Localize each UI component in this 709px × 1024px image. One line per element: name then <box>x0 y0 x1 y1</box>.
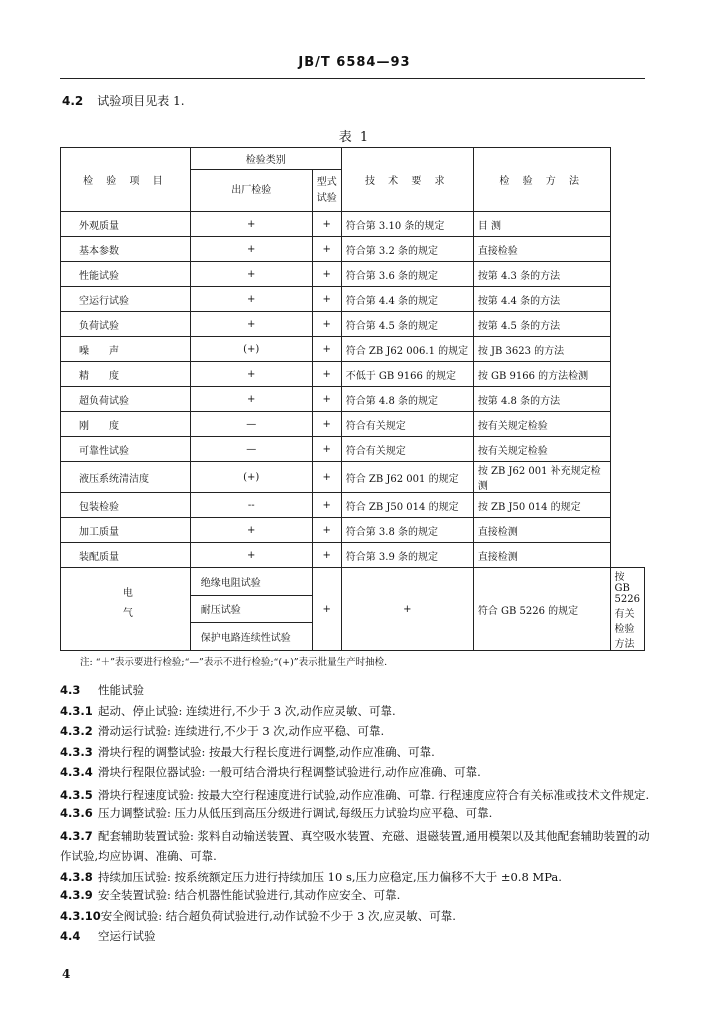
row-tech: 符合第 3.6 条的规定 <box>341 262 473 287</box>
row-tech: 符合第 4.5 条的规定 <box>341 312 473 337</box>
header-item: 检 验 项 目 <box>61 148 191 212</box>
row-factory: (+) <box>190 337 312 362</box>
header-category: 检验类别 <box>190 148 341 170</box>
electric-group-text: 电气 <box>120 586 132 627</box>
row-factory: + <box>190 312 312 337</box>
paragraph <box>60 744 650 765</box>
table-row <box>61 212 645 237</box>
paragraph <box>60 682 650 703</box>
table-caption: 表 1 <box>338 130 371 145</box>
electric-sub-item: 耐压试验 <box>190 595 312 623</box>
row-factory: — <box>190 412 312 437</box>
paragraph <box>60 764 650 785</box>
electric-sub-item: 保护电路连续性试验 <box>190 623 312 651</box>
paragraph <box>60 867 650 888</box>
row-type: + <box>312 362 341 387</box>
header-method: 检 验 方 法 <box>473 148 610 212</box>
body-text <box>60 682 650 949</box>
row-tech: 符合第 4.8 条的规定 <box>341 387 473 412</box>
paragraph <box>60 887 650 908</box>
paragraph-text: 空运行试验 <box>98 929 156 943</box>
row-method: 目 测 <box>473 212 610 237</box>
row-factory: + <box>190 212 312 237</box>
section-number: 4.2 <box>62 94 84 108</box>
paragraph <box>60 805 650 826</box>
row-item: 性能试验 <box>61 262 191 287</box>
inspection-table <box>60 147 645 651</box>
electric-group-label <box>61 568 191 651</box>
row-type: + <box>312 543 341 568</box>
row-type: + <box>312 337 341 362</box>
paragraph <box>60 826 650 867</box>
paragraph-number: 4.3.9 <box>60 888 93 902</box>
row-factory: + <box>190 237 312 262</box>
table-row <box>61 412 645 437</box>
row-type: + <box>312 518 341 543</box>
row-method: 按第 4.8 条的方法 <box>473 387 610 412</box>
header-tech: 技 术 要 求 <box>341 148 473 212</box>
row-type: + <box>312 212 341 237</box>
row-item: 基本参数 <box>61 237 191 262</box>
row-factory: — <box>190 437 312 462</box>
paragraph <box>60 723 650 744</box>
row-tech: 符合第 3.9 条的规定 <box>341 543 473 568</box>
table-row <box>61 262 645 287</box>
table-row <box>61 437 645 462</box>
row-tech: 符合第 3.8 条的规定 <box>341 518 473 543</box>
row-method: 按有关规定检验 <box>473 412 610 437</box>
paragraph-text: 安全装置试验: 结合机器性能试验进行,其动作应安全、可靠. <box>98 888 401 902</box>
paragraph-text: 滑动运行试验: 连续进行,不少于 3 次,动作应平稳、可靠. <box>98 724 385 738</box>
electric-sub-item: 绝缘电阻试验 <box>190 568 312 596</box>
paragraph-number: 4.4 <box>60 929 81 943</box>
electric-type: + <box>341 568 473 651</box>
row-factory: + <box>190 543 312 568</box>
row-type: + <box>312 312 341 337</box>
row-type: + <box>312 412 341 437</box>
paragraph-number: 4.3.3 <box>60 744 93 759</box>
electric-factory: + <box>312 568 341 651</box>
paragraph-number: 4.3.1 <box>60 703 93 718</box>
row-method: 按 GB 9166 的方法检测 <box>473 362 610 387</box>
paragraph-number: 4.3.6 <box>60 806 93 820</box>
row-method: 直接检测 <box>473 543 610 568</box>
row-method: 按 JB 3623 的方法 <box>473 337 610 362</box>
paragraph <box>60 928 650 949</box>
row-type: + <box>312 462 341 493</box>
row-item: 超负荷试验 <box>61 387 191 412</box>
row-tech: 符合 ZB J50 014 的规定 <box>341 493 473 518</box>
header-row-1 <box>61 148 645 170</box>
row-tech: 符合 ZB J62 001 的规定 <box>341 462 473 493</box>
table-row <box>61 518 645 543</box>
row-factory: + <box>190 362 312 387</box>
paragraph-number: 4.3.7 <box>60 828 93 843</box>
electric-tech: 符合 GB 5226 的规定 <box>473 568 610 651</box>
paragraph-number: 4.3.10 <box>60 908 101 923</box>
row-item: 刚 度 <box>61 412 191 437</box>
row-item: 负荷试验 <box>61 312 191 337</box>
row-item: 噪 声 <box>61 337 191 362</box>
electric-method: 按 GB 5226 有关检验方法 <box>610 568 644 651</box>
standard-code-header: JB/T 6584—93 <box>298 55 411 70</box>
row-method: 按 ZB J62 001 补充规定检测 <box>473 462 610 493</box>
paragraph-number: 4.3.5 <box>60 787 93 802</box>
row-item: 加工质量 <box>61 518 191 543</box>
row-method: 按有关规定检验 <box>473 437 610 462</box>
paragraph-number: 4.3 <box>60 683 81 697</box>
row-factory: + <box>190 262 312 287</box>
paragraph-text: 安全阀试验: 结合超负荷试验进行,动作试验不少于 3 次,应灵敏、可靠. <box>100 908 456 923</box>
row-type: + <box>312 493 341 518</box>
table-row <box>61 237 645 262</box>
paragraph-text: 配套辅助装置试验: 浆料自动输送装置、真空吸水装置、充磁、退磁装置,通用模架以及其他配套辅助装置的动作试验,均应协调、准确、可靠. <box>60 828 650 863</box>
row-tech: 符合有关规定 <box>341 437 473 462</box>
row-tech: 符合第 4.4 条的规定 <box>341 287 473 312</box>
paragraph-text: 滑块行程的调整试验: 按最大行程长度进行调整,动作应准确、可靠. <box>98 744 435 759</box>
section-text: 试验项目见表 1. <box>97 94 185 108</box>
table-row <box>61 462 645 493</box>
paragraph-text: 性能试验 <box>98 683 144 697</box>
row-tech: 符合第 3.2 条的规定 <box>341 237 473 262</box>
section-4-2 <box>62 92 185 109</box>
table-row <box>61 287 645 312</box>
paragraph-text: 滑块行程限位器试验: 一般可结合滑块行程调整试验进行,动作应准确、可靠. <box>98 765 481 779</box>
table-row <box>61 312 645 337</box>
row-type: + <box>312 387 341 412</box>
row-factory: + <box>190 387 312 412</box>
row-method: 按第 4.4 条的方法 <box>473 287 610 312</box>
row-method: 直接检验 <box>473 237 610 262</box>
table-row-electric <box>61 568 645 596</box>
row-tech: 符合有关规定 <box>341 412 473 437</box>
table-note: 注: “＋”表示要进行检验;“—”表示不进行检验;“(+)”表示批量生产时抽检. <box>80 657 388 668</box>
row-tech: 不低于 GB 9166 的规定 <box>341 362 473 387</box>
table-row <box>61 387 645 412</box>
paragraph-text: 起动、停止试验: 连续进行,不少于 3 次,动作应灵敏、可靠. <box>98 703 396 718</box>
paragraph <box>60 785 650 806</box>
table-row <box>61 543 645 568</box>
row-type: + <box>312 287 341 312</box>
paragraph <box>60 908 650 929</box>
row-item: 空运行试验 <box>61 287 191 312</box>
row-type: + <box>312 237 341 262</box>
row-method: 直接检测 <box>473 518 610 543</box>
paragraph-text: 持续加压试验: 按系统额定压力进行持续加压 10 s,压力应稳定,压力偏移不大于 ±0.8 MPa. <box>98 869 562 884</box>
paragraph-text: 滑块行程速度试验: 按最大空行程速度进行试验,动作应准确、可靠. 行程速度应符合有关标准或技术文件规定. <box>98 787 650 802</box>
row-method: 按第 4.3 条的方法 <box>473 262 610 287</box>
row-method: 按第 4.5 条的方法 <box>473 312 610 337</box>
paragraph <box>60 703 650 724</box>
row-type: + <box>312 437 341 462</box>
table-row <box>61 493 645 518</box>
row-item: 外观质量 <box>61 212 191 237</box>
row-factory: -- <box>190 493 312 518</box>
paragraph-text: 压力调整试验: 压力从低压到高压分级进行调试,每级压力试验均应平稳、可靠. <box>98 806 493 820</box>
row-tech: 符合 ZB J62 006.1 的规定 <box>341 337 473 362</box>
row-tech: 符合第 3.10 条的规定 <box>341 212 473 237</box>
header-rule <box>60 78 645 79</box>
paragraph-number: 4.3.2 <box>60 724 93 738</box>
header-factory: 出厂检验 <box>190 170 312 212</box>
row-item: 装配质量 <box>61 543 191 568</box>
table-row <box>61 337 645 362</box>
row-factory: (+) <box>190 462 312 493</box>
row-item: 包装检验 <box>61 493 191 518</box>
row-factory: + <box>190 287 312 312</box>
paragraph-number: 4.3.8 <box>60 869 93 884</box>
paragraph-number: 4.3.4 <box>60 765 93 779</box>
header-type: 型式试验 <box>312 170 341 212</box>
row-type: + <box>312 262 341 287</box>
row-method: 按 ZB J50 014 的规定 <box>473 493 610 518</box>
row-factory: + <box>190 518 312 543</box>
row-item: 可靠性试验 <box>61 437 191 462</box>
row-item: 液压系统清洁度 <box>61 462 191 493</box>
table-row <box>61 362 645 387</box>
row-item: 精 度 <box>61 362 191 387</box>
page-number: 4 <box>62 967 71 981</box>
